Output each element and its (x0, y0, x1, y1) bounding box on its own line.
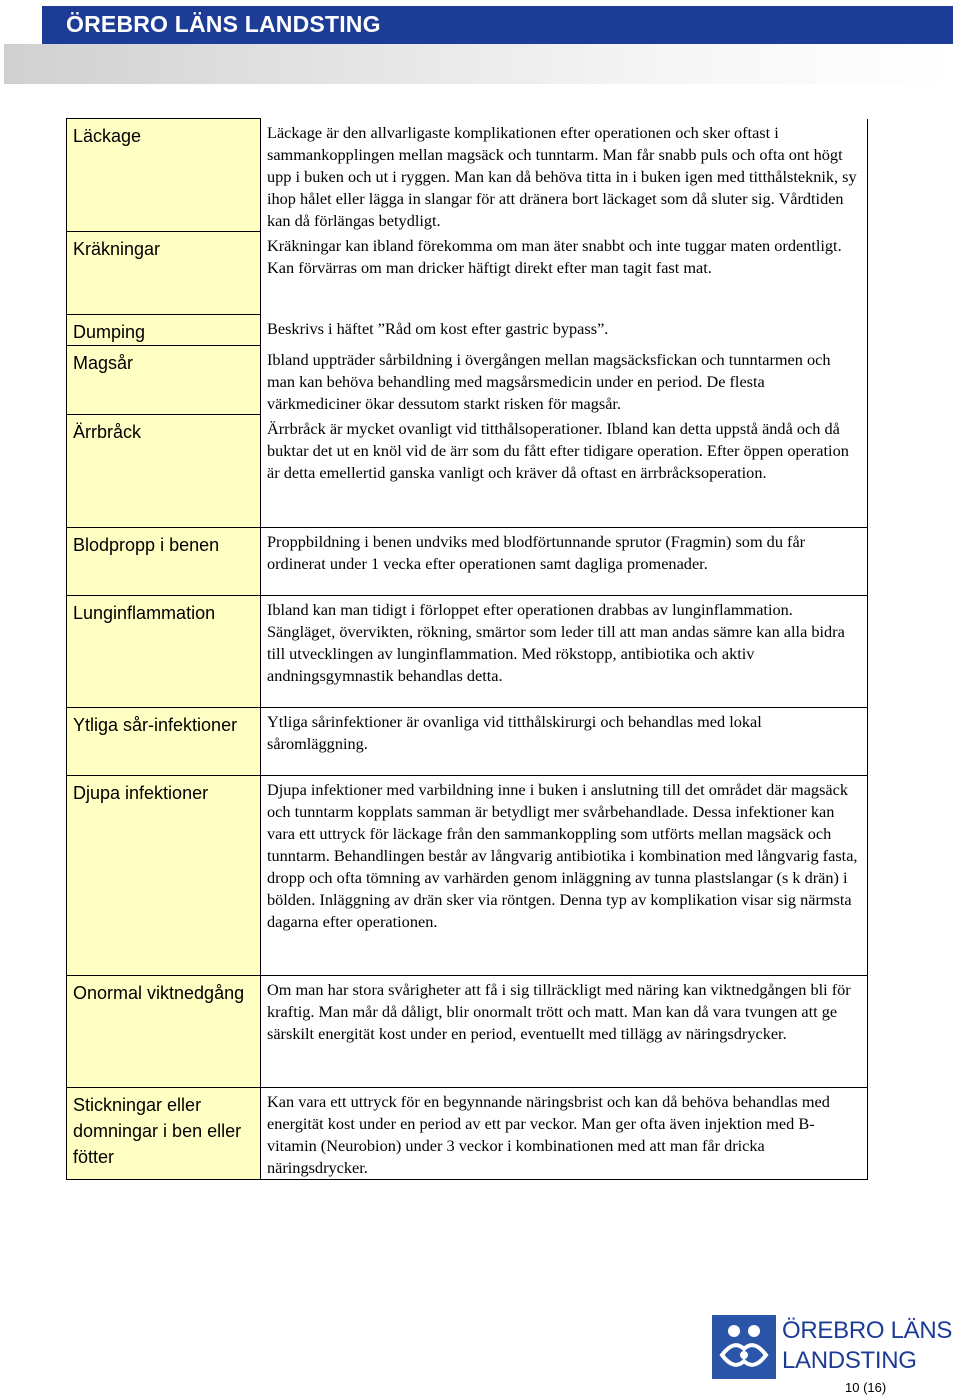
description-cell: Ärrbråck är mycket ovanligt vid titthålsoperationer. Ibland kan detta uppstå ändå och då buktar det ut en knöl vid de ärr som du fått efter tidigare operation. Efter öppen operation är detta emellertid ganska vanligt och kräver då oftast en ärrbråcksoperation. (261, 415, 868, 528)
logo-text-line1: ÖREBRO LÄNS (782, 1317, 953, 1344)
table-row (67, 776, 868, 976)
term-cell: Läckage (67, 119, 261, 232)
description-cell: Läckage är den allvarligaste komplikationen efter operationen och sker oftast i sammankopplingen mellan magsäck och tunntarm. Man får snabb puls och ofta ont högt upp i buken och ut i ryggen. Man kan då behöva titta in i buken igen med titthålsteknik, sy ihop hålet eller lägga in slangar för att dränera bort läckaget som då sluter sig. Vårdtiden kan då förlängas betydligt. (261, 119, 868, 232)
table-row (67, 528, 868, 596)
complications-table (66, 118, 868, 1180)
description-cell: Beskrivs i häftet ”Råd om kost efter gastric bypass”. (261, 315, 868, 346)
table-row (67, 315, 868, 346)
description-cell: Proppbildning i benen undviks med blodförtunnande sprutor (Fragmin) som du får ordinerat under 1 vecka efter operationen samt dagliga promenader. (261, 528, 868, 596)
table-row (67, 708, 868, 776)
header-bar (42, 6, 953, 44)
term-cell: Ärrbråck (67, 415, 261, 528)
term-cell: Lunginflammation (67, 596, 261, 708)
description-cell: Kan vara ett uttryck för en begynnande näringsbrist och kan då behöva behandlas med energität kost under en period av ett par veckor. Man ger ofta även injektion med B-vitamin (Neurobion) under 3 veckor i kombinationen med att man får dricka näringsdrycker. (261, 1088, 868, 1180)
description-cell: Djupa infektioner med varbildning inne i buken i anslutning till det området där magsäck och tunntarm kopplats samman är betydligt mer svårbehandlade. Dessa infektioner kan vara ett uttryck för läckage från den sammankoppling som utförts mellan magsäck och tunntarm. Behandlingen består av långvarig antibiotika i kombination med långvarig fasta, dropp och ofta tömning av varhärden genom inläggning av tunna plastslangar (s k drän) i bölden. Inläggning av drän sker via röntgen. Denna typ av komplikation visar sig närmsta dagarna efter operationen. (261, 776, 868, 976)
table-row (67, 346, 868, 415)
term-cell: Magsår (67, 346, 261, 415)
term-cell: Stickningar eller domningar i ben eller fötter (67, 1088, 261, 1180)
term-cell: Ytliga sår-infektioner (67, 708, 261, 776)
table-row (67, 119, 868, 232)
term-cell: Blodpropp i benen (67, 528, 261, 596)
logo-emblem-icon (712, 1315, 776, 1379)
table-row (67, 415, 868, 528)
description-cell: Om man har stora svårigheter att få i sig tillräckligt med näring kan viktnedgången bli för kraftig. Man mår då dåligt, blir onormalt trött och matt. Man kan då vara tvungen att ge särskilt energität kost under en period, eventuellt med tillägg av näringsdrycker. (261, 976, 868, 1088)
table-row (67, 1088, 868, 1180)
logo-text-line2: LANDSTING (782, 1347, 917, 1374)
description-cell: Kräkningar kan ibland förekomma om man äter snabbt och inte tuggar maten ordentligt. Kan förvärras om man dricker häftigt direkt efter man tagit fast mat. (261, 232, 868, 315)
header-shade (4, 44, 956, 84)
header-title: ÖREBRO LÄNS LANDSTING (66, 11, 381, 37)
term-cell: Djupa infektioner (67, 776, 261, 976)
term-cell: Kräkningar (67, 232, 261, 315)
table-row (67, 232, 868, 315)
term-cell: Onormal viktnedgång (67, 976, 261, 1088)
page-number: 10 (16) (845, 1380, 887, 1395)
term-cell: Dumping (67, 315, 261, 346)
description-cell: Ibland uppträder sårbildning i övergången mellan magsäcksfickan och tunntarmen och man kan behöva behandling med magsårsmedicin under en period. De flesta värkmediciner ökar dessutom starkt risken för magsår. (261, 346, 868, 415)
table-row (67, 596, 868, 708)
landsting-logo (712, 1313, 960, 1379)
description-cell: Ibland kan man tidigt i förloppet efter operationen drabbas av lunginflammation. Sängläget, övervikten, rökning, smärtor som leder till att man andas sämre kan alla bidra till utvecklingen av lunginflammation. Med rökstopp, antibiotika och aktiv andningsgymnastik behandlas detta. (261, 596, 868, 708)
table-row (67, 976, 868, 1088)
description-cell: Ytliga sårinfektioner är ovanliga vid titthålskirurgi och behandlas med lokal såromläggning. (261, 708, 868, 776)
